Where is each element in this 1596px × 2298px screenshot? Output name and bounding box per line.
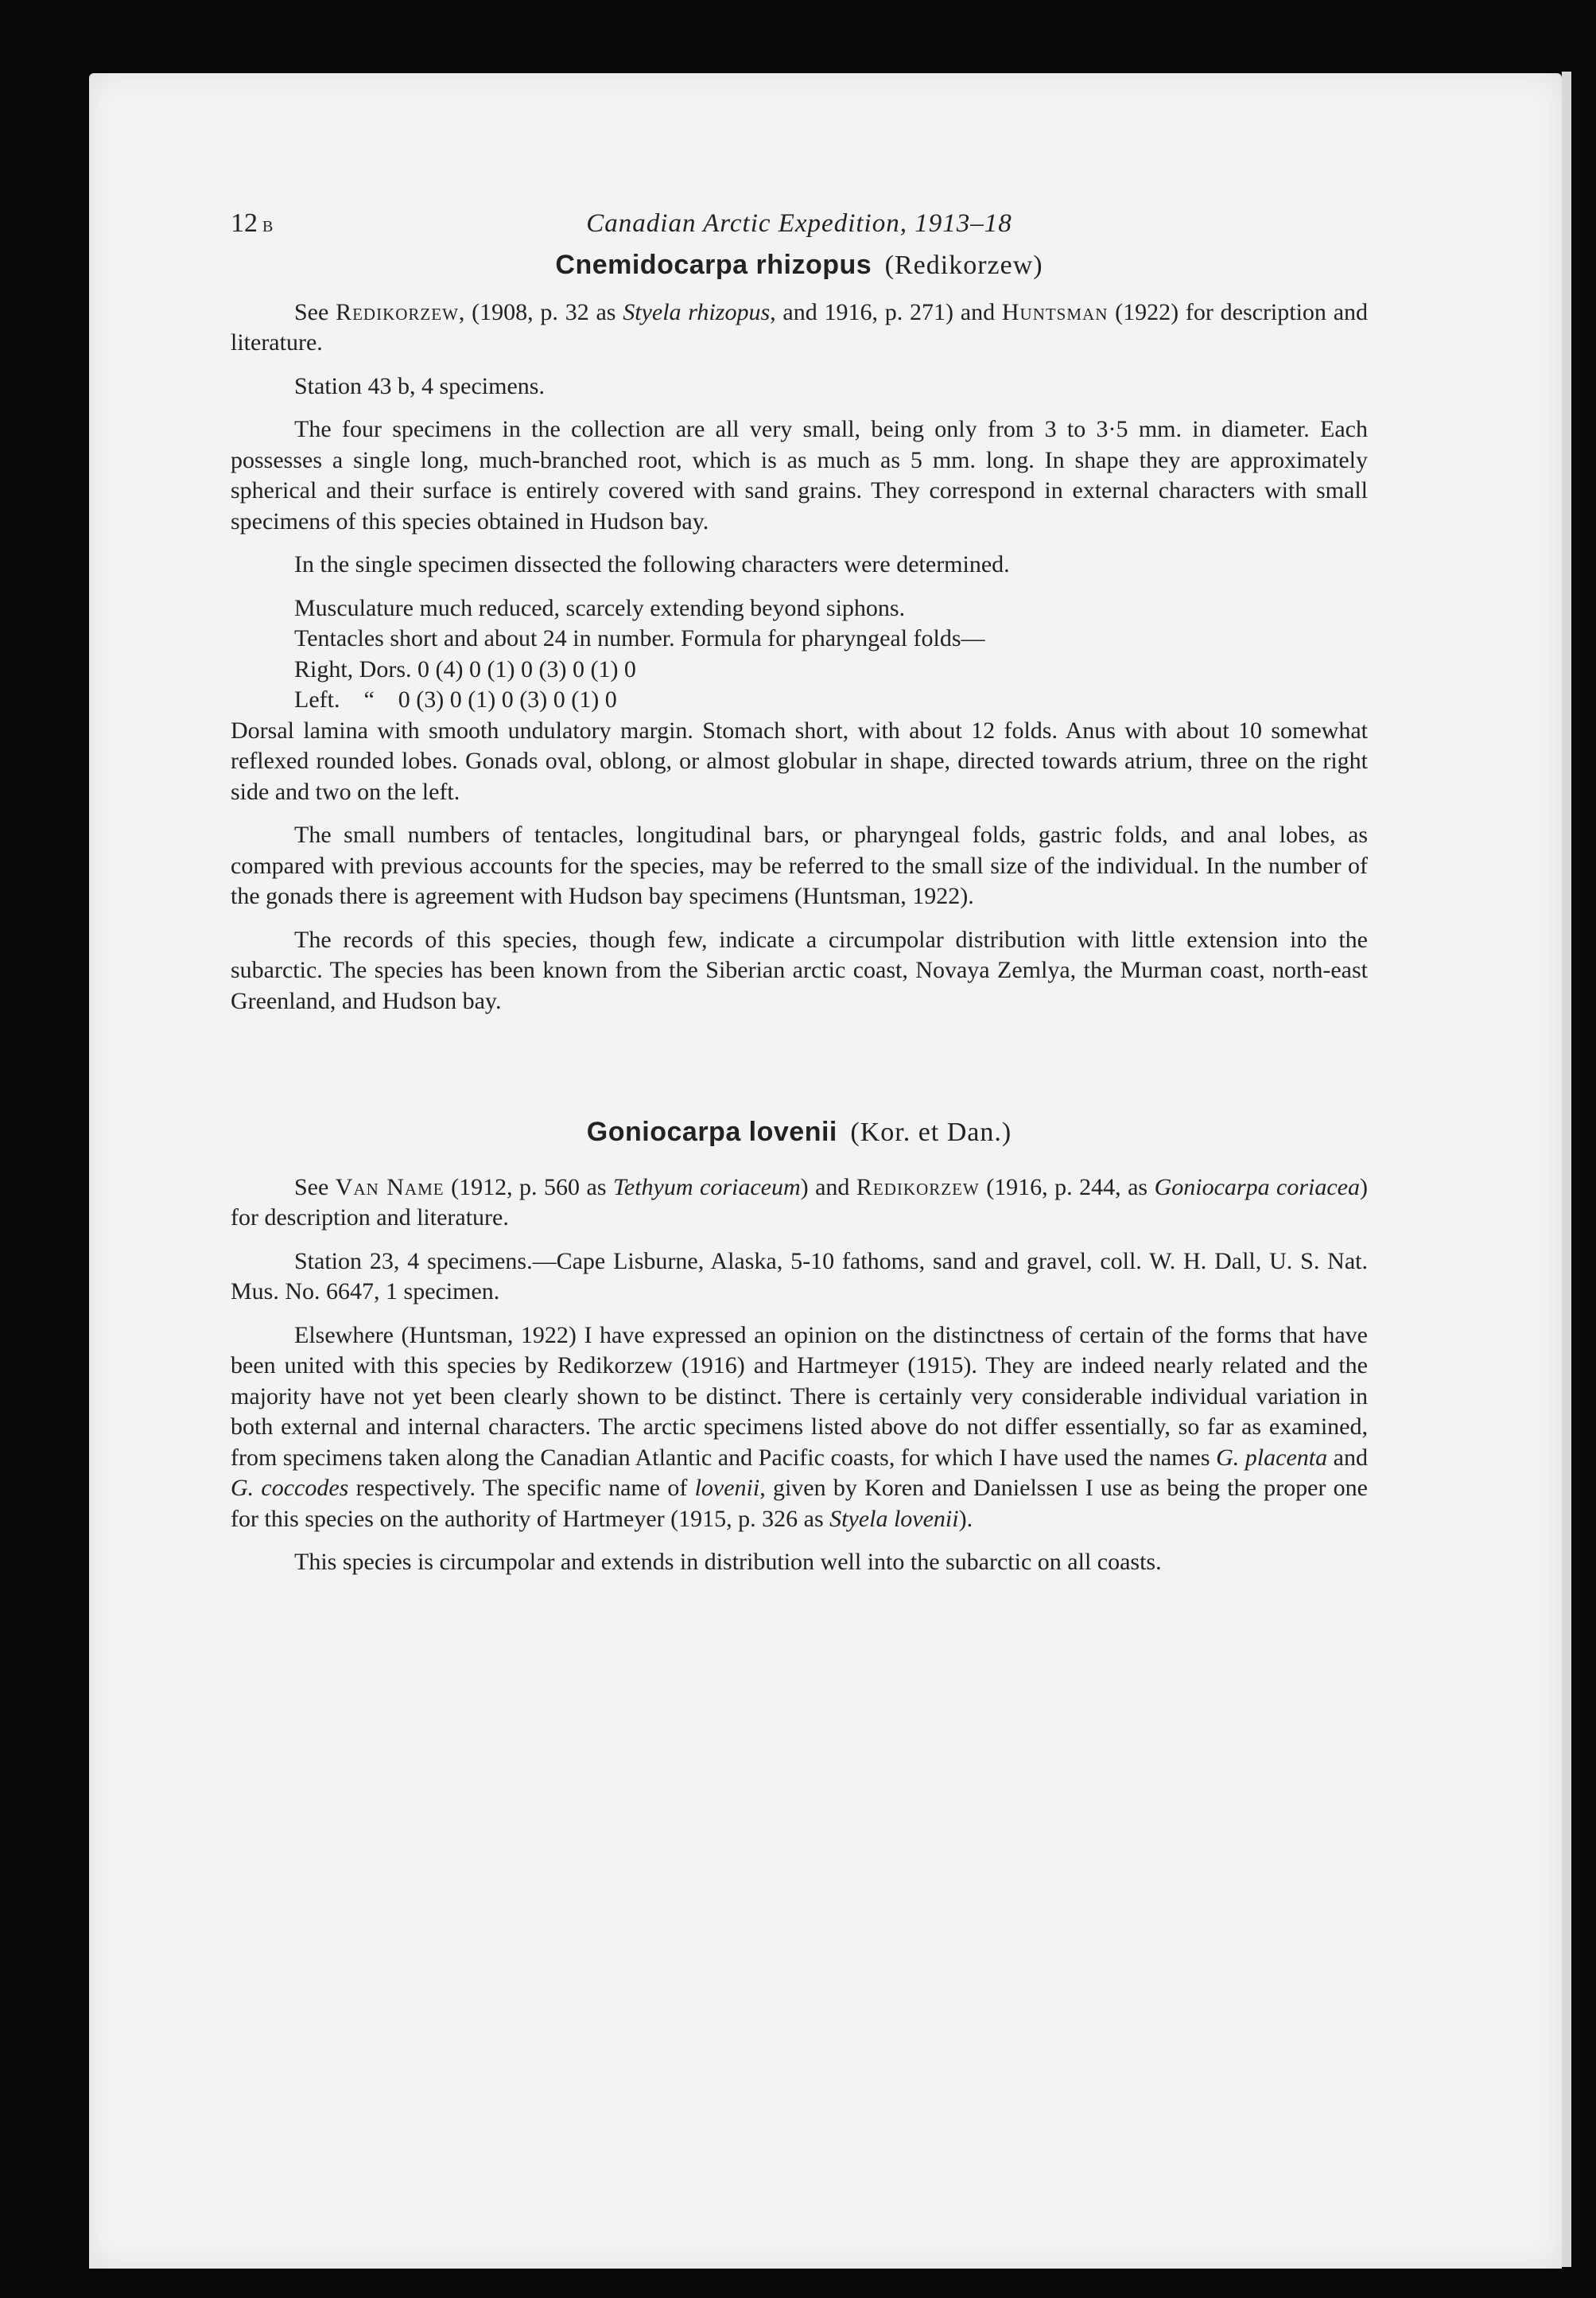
synonym-name: Goniocarpa coriacea — [1154, 1173, 1360, 1200]
station-line: Station 43 b, 4 specimens. — [294, 372, 545, 399]
synonym-name: Tethyum coriaceum — [612, 1173, 801, 1200]
species-name-italic: G. coccodes — [231, 1475, 349, 1501]
species-heading — [231, 1117, 1368, 1149]
author-name: Redikorzew — [856, 1173, 980, 1200]
species-name-italic: lovenii — [694, 1475, 760, 1501]
body-paragraph: The small numbers of tentacles, longitudinal bars, or pharyngeal folds, gastric folds, and anal lobes, as compared with previous accounts for the species, may be referred to the small size of the individual. In the number of the gonads there is agreement with Hudson bay specimens (Huntsman, 1922). — [231, 822, 1368, 909]
species-heading — [231, 250, 1368, 282]
body-paragraph: Dorsal lamina with smooth undulatory margin. Stomach short, with about 12 folds. Anus with about 10 somewhat reflexed rounded lobes. Gonads oval, oblong, or almost globular in shape, directed towards atrium, three on the right side and two on the left. — [231, 717, 1368, 805]
page-edge — [1562, 72, 1571, 2267]
species-name: Goniocarpa lovenii — [586, 1117, 837, 1147]
body-paragraph: Tentacles short and about 24 in number. Formula for pharyngeal folds— — [294, 625, 985, 651]
species-name-italic: G. placenta — [1216, 1444, 1328, 1471]
page-number-suffix: B — [262, 218, 274, 235]
see-references: See Redikorzew, (1908, p. 32 as Styela rhizopus, and 1916, p. 271) and Huntsman (1922) for description and literature. — [231, 298, 1369, 356]
species-name-italic: Styela lovenii — [829, 1505, 959, 1532]
page-content — [231, 208, 1368, 1591]
body-paragraph: Musculature much reduced, scarcely extending beyond siphons. — [294, 594, 906, 621]
body-paragraph: In the single specimen dissected the following characters were determined. — [294, 551, 1010, 577]
author-name: Huntsman — [1001, 298, 1109, 325]
author-name: Van Name — [335, 1173, 445, 1200]
species-name: Cnemidocarpa rhizopus — [555, 250, 872, 280]
species-authority: (Redikorzew) — [884, 251, 1043, 280]
body-paragraph: The records of this species, though few, indicate a circumpolar distribution with little extension into the subarctic. The species has been known from the Siberian arctic coast, Novaya Zemlya, the Murman coast, north-east Greenland, and Hudson bay. — [231, 926, 1368, 1014]
page-number: 12 B — [231, 208, 274, 238]
running-title: Canadian Arctic Expedition, 1913–18 — [586, 209, 1012, 238]
formula-left: Left. “ 0 (3) 0 (1) 0 (3) 0 (1) 0 — [294, 686, 617, 713]
body-paragraph: The four specimens in the collection are all very small, being only from 3 to 3·5 mm. in diameter. Each possesses a single long, much-branched root, which is as much as 5 mm. long. In shape they are approximately spherical and their surface is entirely covered with sand grains. They correspond in external characters with small specimens of this species obtained in Hudson bay. — [231, 416, 1368, 535]
running-head — [231, 208, 1368, 243]
species-authority: (Kor. et Dan.) — [850, 1118, 1012, 1147]
station-line: Station 23, 4 specimens.—Cape Lisburne, Alaska, 5-10 fathoms, sand and gravel, coll. W. H. Dall, U. S. Nat. Mus. No. 6647, 1 specimen. — [231, 1247, 1368, 1305]
author-name: Redikorzew — [336, 298, 459, 325]
see-references: See Van Name (1912, p. 560 as Tethyum coriaceum) and Redikorzew (1916, p. 244, as Goniocarpa coriacea) for description and literature. — [231, 1173, 1368, 1231]
pharyngeal-formula — [294, 655, 1368, 716]
synonym-name: Styela rhizopus — [623, 298, 771, 325]
body-paragraph: Elsewhere (Huntsman, 1922) I have expressed an opinion on the distinctness of certain of the forms that have been united with this species by Redikorzew (1916) and Hartmeyer (1915). They are indeed nearly related and the majority have not yet been clearly shown to be distinct. There is certainly very considerable individual variation in both external and internal characters. The arctic specimens listed above do not differ essentially, so far as examined, from specimens taken along the Canadian Atlantic and Pacific coasts, for which I have used the names G. placenta and G. coccodes respectively. The specific name of lovenii, given by Koren and Danielssen I use as being the proper one for this species on the authority of Hartmeyer (1915, p. 326 as Styela lovenii). — [231, 1321, 1368, 1532]
body-paragraph: This species is circumpolar and extends in distribution well into the subarctic on all coasts. — [294, 1549, 1162, 1575]
formula-right: Right, Dors. 0 (4) 0 (1) 0 (3) 0 (1) 0 — [294, 655, 636, 682]
